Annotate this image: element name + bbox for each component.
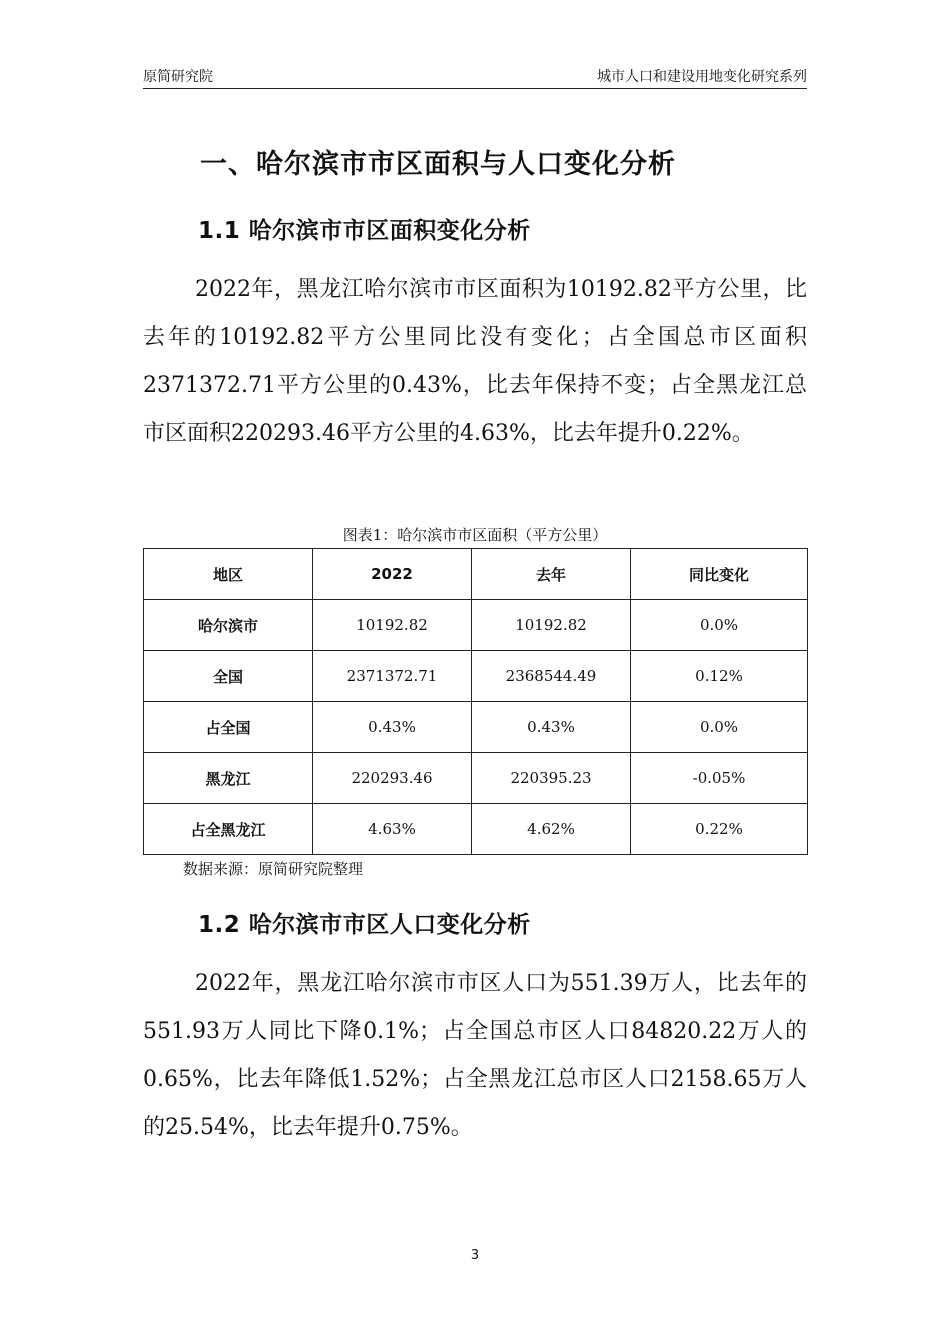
- table-cell: 2371372.71: [313, 651, 472, 702]
- page-number: 3: [470, 1248, 480, 1263]
- area-paragraph: 2022年，黑龙江哈尔滨市市区面积为10192.82平方公里，比去年的10192.82平方公里同比没有变化；占全国总市区面积2371372.71平方公里的0.43%，比去年保持不变；占全黑龙江总市区面积220293.46平方公里的4.63%，比去年提升0.22%。: [143, 277, 807, 446]
- table-cell: 0.12%: [631, 651, 808, 702]
- col-header-2022: 2022: [313, 549, 472, 600]
- table-caption: 图表1：哈尔滨市市区面积（平方公里）: [342, 526, 608, 544]
- header-org: 原简研究院: [143, 69, 213, 85]
- table-cell: 10192.82: [472, 600, 631, 651]
- table-cell: 2368544.49: [472, 651, 631, 702]
- table-row: [144, 651, 808, 702]
- table-row: [144, 753, 808, 804]
- table-row: [144, 804, 808, 855]
- table-row: [144, 600, 808, 651]
- subsection-title-population: 1.2 哈尔滨市市区人口变化分析: [198, 912, 531, 938]
- table-cell: 0.22%: [631, 804, 808, 855]
- subsection-title-area: 1.1 哈尔滨市市区面积变化分析: [198, 218, 531, 244]
- row-label: 占全国: [144, 702, 313, 753]
- table-cell: 220293.46: [313, 753, 472, 804]
- table-cell: 10192.82: [313, 600, 472, 651]
- data-source-note: 数据来源：原简研究院整理: [183, 860, 364, 878]
- table-cell: -0.05%: [631, 753, 808, 804]
- col-header-last-year: 去年: [472, 549, 631, 600]
- table-cell: 0.0%: [631, 702, 808, 753]
- page-header: [143, 66, 807, 89]
- table-row: [144, 702, 808, 753]
- row-label: 全国: [144, 651, 313, 702]
- table-cell: 0.43%: [472, 702, 631, 753]
- population-paragraph: 2022年，黑龙江哈尔滨市市区人口为551.39万人，比去年的551.93万人同比下降0.1%；占全国总市区人口84820.22万人的0.65%，比去年降低1.52%；占全黑龙江总市区人口2158.65万人的25.54%，比去年提升0.75%。: [143, 971, 807, 1140]
- row-label: 哈尔滨市: [144, 600, 313, 651]
- col-header-region: 地区: [144, 549, 313, 600]
- table-cell: 220395.23: [472, 753, 631, 804]
- table-cell: 4.63%: [313, 804, 472, 855]
- col-header-yoy-change: 同比变化: [631, 549, 808, 600]
- table-cell: 0.43%: [313, 702, 472, 753]
- header-series: 城市人口和建设用地变化研究系列: [597, 69, 807, 85]
- area-table: [143, 548, 808, 855]
- table-cell: 0.0%: [631, 600, 808, 651]
- table-cell: 4.62%: [472, 804, 631, 855]
- row-label: 占全黑龙江: [144, 804, 313, 855]
- section-title: 一、哈尔滨市市区面积与人口变化分析: [200, 149, 676, 180]
- table-header-row: [144, 549, 808, 600]
- row-label: 黑龙江: [144, 753, 313, 804]
